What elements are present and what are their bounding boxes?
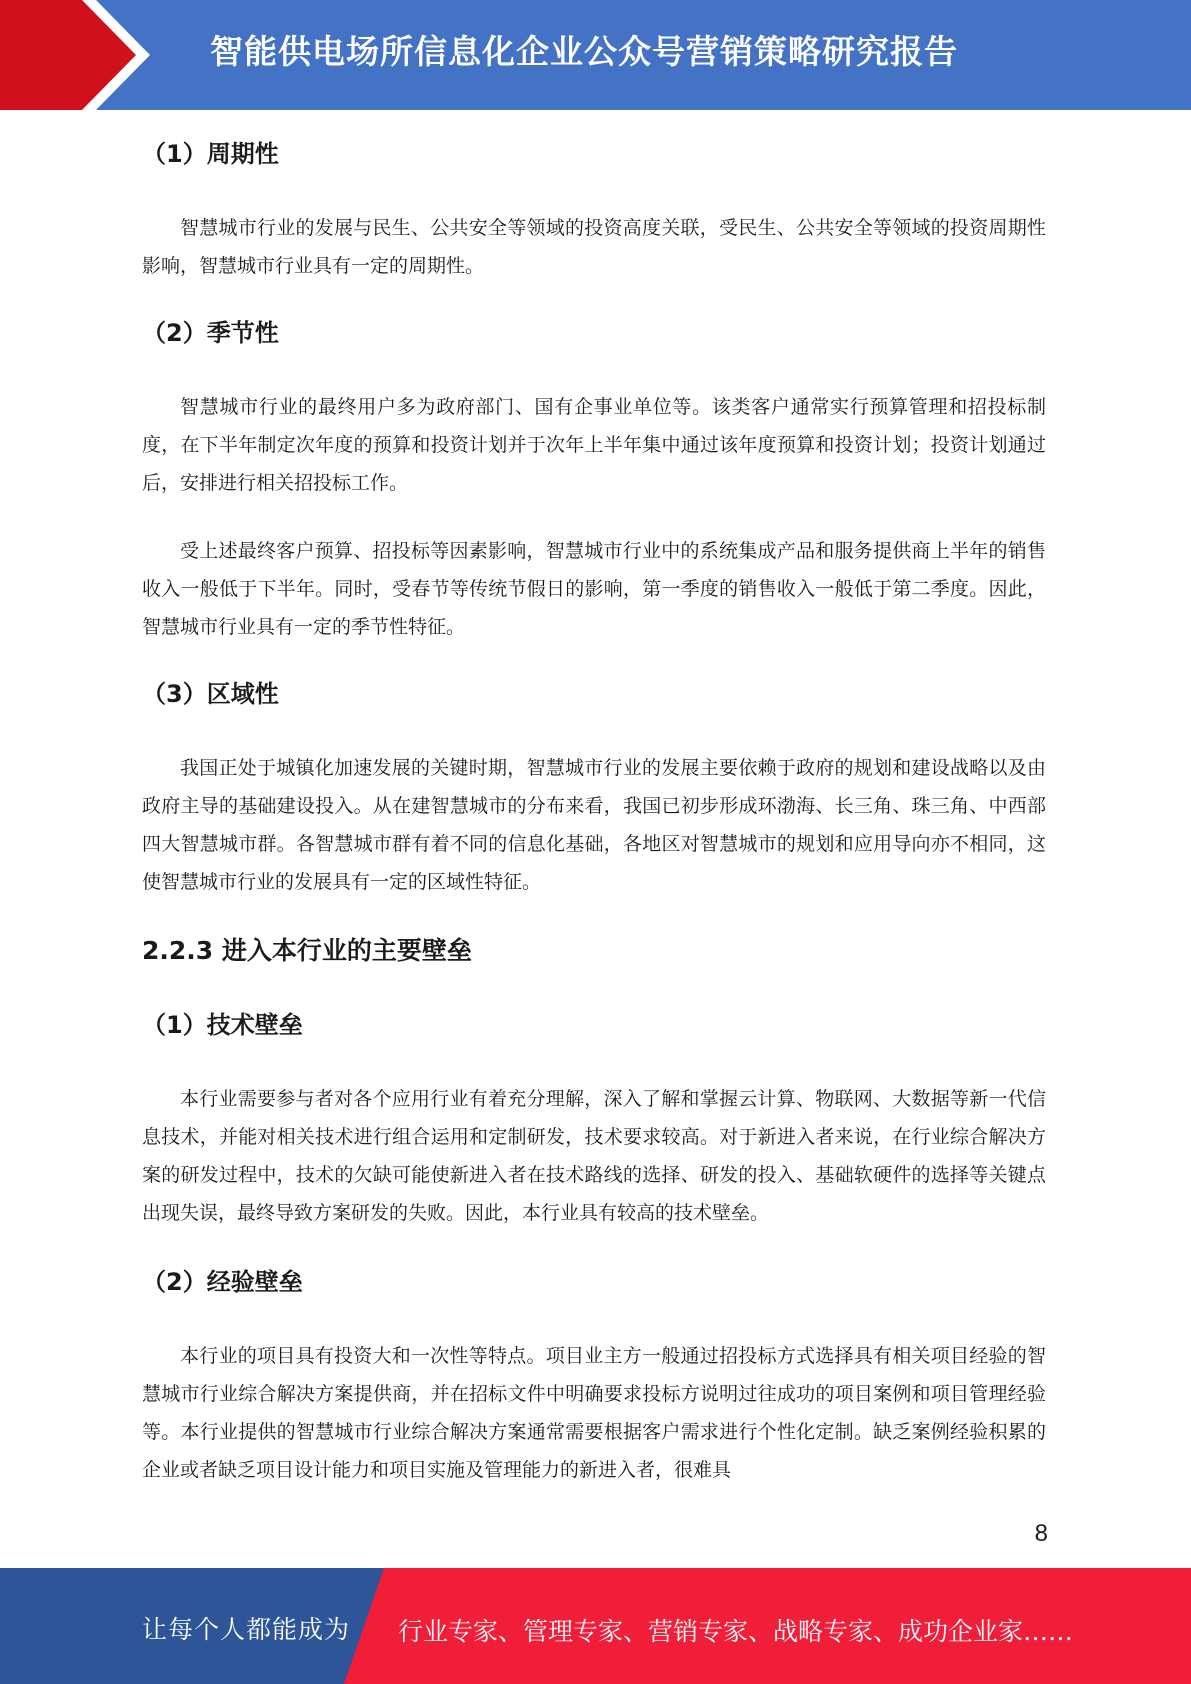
paragraph-tech-barrier-1: 本行业需要参与者对各个应用行业有着充分理解，深入了解和掌握云计算、物联网、大数据等新一代信息技术，并能对相关技术进行组合运用和定制研发，技术要求较高。对于新进入者来说，在行业综合解决方案的研发过程中，技术的欠缺可能使新进入者在技术路线的选择、研发的投入、基础软硬件的选择等关键点出现失误，最终导致方案研发的失败。因此，本行业具有较高的技术壁垒。	[142, 1088, 1046, 1224]
report-title: 智能供电场所信息化企业公众号营销策略研究报告	[210, 32, 958, 71]
page-header	[0, 0, 1191, 110]
header-chevron-decoration	[0, 0, 160, 110]
section-heading-barriers: 2.2.3 进入本行业的主要壁垒	[142, 936, 472, 965]
paragraph-seasonality-1: 智慧城市行业的最终用户多为政府部门、国有企事业单位等。该类客户通常实行预算管理和招投标制度，在下半年制定次年度的预算和投资计划并于次年上半年集中通过该年度预算和投资计划；投资计划通过后，安排进行相关招投标工作。	[142, 396, 1046, 494]
heading-tech-barrier: （1）技术壁垒	[142, 1011, 303, 1039]
page-number: 8	[1034, 1520, 1048, 1547]
page-footer	[0, 1568, 1191, 1684]
heading-periodicity: （1）周期性	[142, 140, 279, 168]
paragraph-experience-barrier-1: 本行业的项目具有投资大和一次性等特点。项目业主方一般通过招投标方式选择具有相关项目经验的智慧城市行业综合解决方案提供商，并在招标文件中明确要求投标方说明过往成功的项目案例和项目管理经验等。本行业提供的智慧城市行业综合解决方案通常需要根据客户需求进行个性化定制。缺乏案例经验积累的企业或者缺乏项目设计能力和项目实施及管理能力的新进入者，很难具	[142, 1345, 1046, 1481]
footer-slogan-right: 行业专家、管理专家、营销专家、战略专家、成功企业家……	[398, 1617, 1074, 1646]
document-body	[142, 110, 1046, 1489]
heading-experience-barrier: （2）经验壁垒	[142, 1268, 303, 1296]
paragraph-regionality-1: 我国正处于城镇化加速发展的关键时期，智慧城市行业的发展主要依赖于政府的规划和建设战略以及由政府主导的基础建设投入。从在建智慧城市的分布来看，我国已初步形成环渤海、长三角、珠三角、中西部四大智慧城市群。各智慧城市群有着不同的信息化基础，各地区对智慧城市的规划和应用导向亦不相同，这使智慧城市行业的发展具有一定的区域性特征。	[142, 757, 1046, 893]
paragraph-periodicity-1: 智慧城市行业的发展与民生、公共安全等领域的投资高度关联，受民生、公共安全等领域的投资周期性影响，智慧城市行业具有一定的周期性。	[142, 217, 1046, 277]
heading-regionality: （3）区域性	[142, 680, 279, 708]
paragraph-seasonality-2: 受上述最终客户预算、招投标等因素影响，智慧城市行业中的系统集成产品和服务提供商上半年的销售收入一般低于下半年。同时，受春节等传统节假日的影响，第一季度的销售收入一般低于第二季度。因此，智慧城市行业具有一定的季节性特征。	[142, 540, 1046, 638]
footer-slogan-left: 让每个人都能成为	[142, 1615, 351, 1644]
heading-seasonality: （2）季节性	[142, 319, 279, 347]
